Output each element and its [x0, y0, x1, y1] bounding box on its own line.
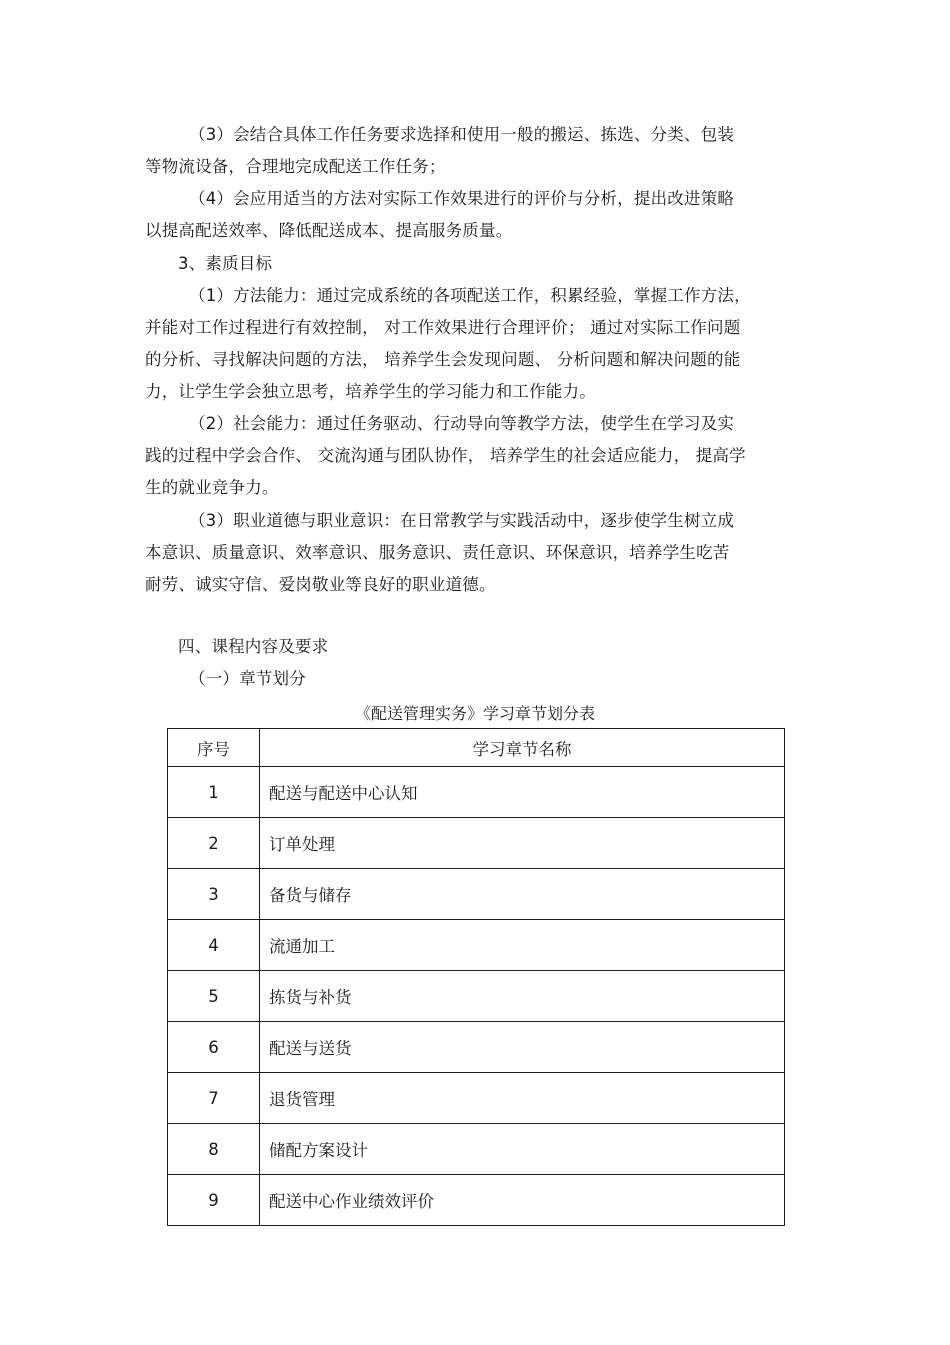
paragraph-line: （1）方法能力：通过完成系统的各项配送工作，积累经验，掌握工作方法，: [189, 286, 751, 305]
chapter-table: [167, 728, 785, 1226]
row-chapter-name: 储配方案设计: [260, 1124, 785, 1175]
subsection-title: （一）章节划分: [189, 669, 306, 688]
table-row: [168, 920, 785, 971]
row-chapter-name: 拣货与补货: [260, 971, 785, 1022]
paragraph-line: 本意识、质量意识、效率意识、服务意识、责任意识、环保意识，培养学生吃苦: [145, 543, 730, 562]
paragraph-line: 耐劳、诚实守信、爱岗敬业等良好的职业道德。: [145, 575, 496, 594]
row-chapter-name: 退货管理: [260, 1073, 785, 1124]
paragraph-line: 的分析、寻找解决问题的方法， 培养学生会发现问题、 分析问题和解决问题的能: [145, 350, 741, 369]
table-row: [168, 1073, 785, 1124]
paragraph-line: （3）会结合具体工作任务要求选择和使用一般的搬运、拣选、分类、包装: [189, 125, 735, 144]
paragraph-line: （4）会应用适当的方法对实际工作效果进行的评价与分析，提出改进策略: [189, 189, 735, 208]
paragraph-line: 践的过程中学会合作、 交流沟通与团队协作， 培养学生的社会适应能力， 提高学: [145, 446, 746, 465]
section-title: 四、课程内容及要求: [178, 637, 329, 656]
row-number: 9: [168, 1175, 260, 1226]
row-number: 6: [168, 1022, 260, 1073]
table-row: [168, 869, 785, 920]
paragraph-line: 力，让学生学会独立思考，培养学生的学习能力和工作能力。: [145, 382, 596, 401]
row-chapter-name: 订单处理: [260, 818, 785, 869]
table-row: [168, 1022, 785, 1073]
row-number: 2: [168, 818, 260, 869]
header-number: 序号: [168, 729, 260, 767]
paragraph-line: （2）社会能力：通过任务驱动、行动导向等教学方法，使学生在学习及实: [189, 414, 735, 433]
table-caption: 《配送管理实务》学习章节划分表: [354, 704, 595, 723]
table-row: [168, 1175, 785, 1226]
table-header-row: [168, 729, 785, 767]
paragraph-line: 生的就业竞争力。: [145, 478, 279, 497]
paragraph-line: （3）职业道德与职业意识：在日常教学与实践活动中，逐步使学生树立成: [189, 511, 735, 530]
row-number: 8: [168, 1124, 260, 1175]
paragraph-line: 等物流设备，合理地完成配送工作任务；: [145, 157, 446, 176]
table-row: [168, 818, 785, 869]
heading-quality-goals: 3、素质目标: [178, 254, 273, 273]
row-number: 4: [168, 920, 260, 971]
row-number: 7: [168, 1073, 260, 1124]
paragraph-line: 并能对工作过程进行有效控制， 对工作效果进行合理评价； 通过对实际工作问题: [145, 318, 741, 337]
row-chapter-name: 配送与配送中心认知: [260, 767, 785, 818]
row-chapter-name: 流通加工: [260, 920, 785, 971]
table-row: [168, 767, 785, 818]
paragraph-line: 以提高配送效率、降低配送成本、提高服务质量。: [145, 221, 513, 240]
row-number: 3: [168, 869, 260, 920]
table-row: [168, 971, 785, 1022]
row-chapter-name: 备货与储存: [260, 869, 785, 920]
row-chapter-name: 配送与送货: [260, 1022, 785, 1073]
table-row: [168, 1124, 785, 1175]
header-chapter-name: 学习章节名称: [260, 729, 785, 767]
row-number: 1: [168, 767, 260, 818]
row-number: 5: [168, 971, 260, 1022]
row-chapter-name: 配送中心作业绩效评价: [260, 1175, 785, 1226]
